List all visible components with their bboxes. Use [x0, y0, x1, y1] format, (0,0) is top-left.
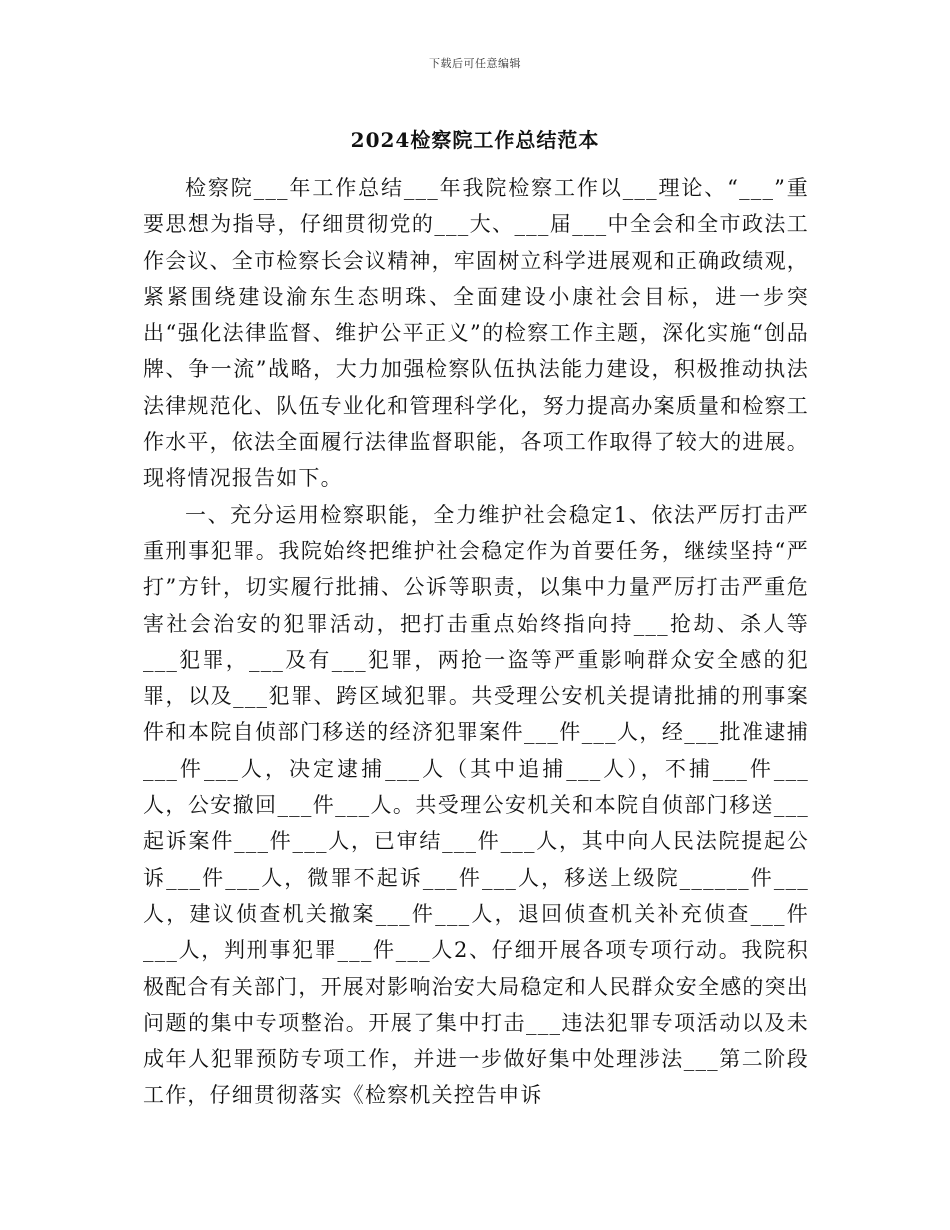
paragraph-section-one: 一、充分运用检察职能，全力维护社会稳定1、依法严厉打击严重刑事犯罪。我院始终把维护社会稳定作为首要任务，继续坚持“严打”方针，切实履行批捕、公诉等职责，以集中力量严厉打击严重危害社会治安的犯罪活动，把打击重点始终指向持___抢劫、杀人等___犯罪，___及有___犯罪，两抢一盗等严重影响群众安全感的犯罪，以及___犯罪、跨区域犯罪。共受理公安机关提请批捕的刑事案件和本院自侦部门移送的经济犯罪案件___件___人，经___批准逮捕___件___人，决定逮捕___人（其中追捕___人），不捕___件___人，公安撤回___件___人。共受理公安机关和本院自侦部门移送___起诉案件___件___人，已审结___件___人，其中向人民法院提起公诉___件___人，微罪不起诉___件___人，移送上级院______件___人，建议侦查机关撤案___件___人，退回侦查机关补充侦查___件___人，判刑事犯罪___件___人2、仔细开展各项专项行动。我院积极配合有关部门，开展对影响治安大局稳定和人民群众安全感的突出问题的集中专项整治。开展了集中打击___违法犯罪专项活动以及未成年人犯罪预防专项工作，并进一步做好集中处理涉法___第二阶段工作，仔细贯彻落实《检察机关控告申诉 — [143, 502, 809, 1108]
header-note: 下载后可任意编辑 — [429, 57, 521, 70]
document-title: 2024检察院工作总结范本 — [350, 128, 600, 152]
document-body — [143, 170, 809, 1114]
paragraph-intro: 检察院___年工作总结___年我院检察工作以___理论、“___”重要思想为指导，仔细贯彻党的___大、___届___中全会和全市政法工作会议、全市检察长会议精神，牢固树立科学进展观和正确政绩观，紧紧围绕建设渝东生态明珠、全面建设小康社会目标，进一步突出“强化法律监督、维护公平正义”的检察工作主题，深化实施“创品牌、争一流”战略，大力加强检察队伍执法能力建设，积极推动执法法律规范化、队伍专业化和管理科学化，努力提高办案质量和检察工作水平，依法全面履行法律监督职能，各项工作取得了较大的进展。现将情况报告如下。 — [143, 176, 809, 491]
